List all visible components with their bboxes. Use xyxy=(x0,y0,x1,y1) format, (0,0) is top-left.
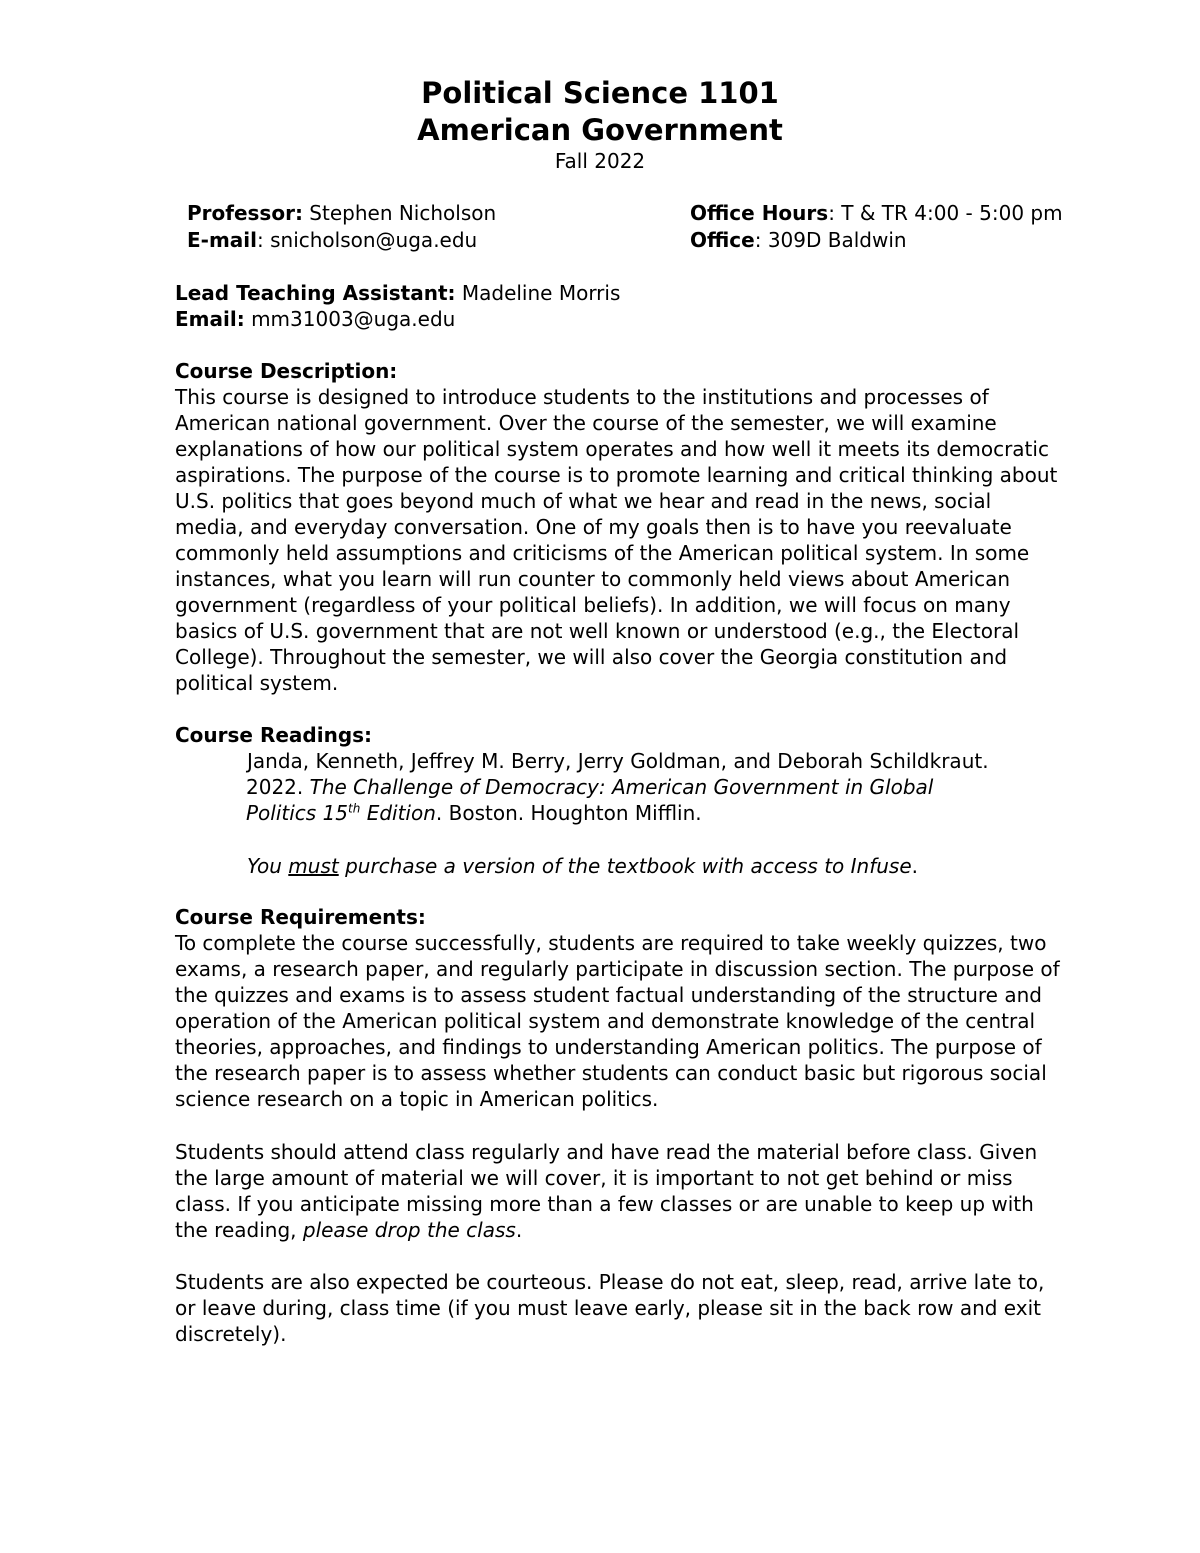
course-requirements-heading: Course Requirements: xyxy=(175,905,426,929)
citation-line xyxy=(246,774,1046,800)
course-title: Political Science 1101 xyxy=(421,76,779,110)
office-value: : 309D Baldwin xyxy=(754,228,907,252)
paragraph-line: Students are also expected be courteous. Please do not eat, sleep, read, arrive late to, xyxy=(175,1270,1045,1294)
citation-line: Janda, Kenneth, Jeffrey M. Berry, Jerry Goldman, and Deborah Schildkraut. xyxy=(247,749,989,773)
paragraph-line: Students should attend class regularly and have read the material before class. Given xyxy=(175,1140,1038,1164)
course-readings-heading: Course Readings: xyxy=(175,723,373,747)
paragraph-line: the quizzes and exams is to assess student factual understanding of the structure and xyxy=(175,983,1042,1007)
paragraph-line: exams, a research paper, and regularly participate in discussion section. The purpose of xyxy=(175,957,1060,981)
paragraph-line: political system. xyxy=(175,671,339,695)
drop-class-emphasis: please drop the class xyxy=(302,1218,516,1242)
ta-email-label: Email: xyxy=(175,307,245,331)
paragraph-line: aspirations. The purpose of the course is to promote learning and critical thinking about xyxy=(175,463,1058,487)
attendance-paragraph xyxy=(175,1139,1045,1243)
professor-name: Stephen Nicholson xyxy=(302,201,497,225)
paragraph-line: government (regardless of your political beliefs). In addition, we will focus on many xyxy=(175,593,1011,617)
ta-label: Lead Teaching Assistant: xyxy=(175,281,456,305)
textbook-citation xyxy=(246,748,1046,826)
email-label: E-mail xyxy=(187,228,258,252)
paragraph-line: the research paper is to assess whether students can conduct basic but rigorous social xyxy=(175,1061,1047,1085)
email-line xyxy=(187,227,477,253)
ta-email-value: mm31003@uga.edu xyxy=(244,307,456,331)
paragraph-line: U.S. politics that goes beyond much of what we hear and read in the news, social xyxy=(175,489,992,513)
email-value: : snicholson@uga.edu xyxy=(257,228,478,252)
paragraph-line: science research on a topic in American politics. xyxy=(175,1087,659,1111)
citation-year: 2022. xyxy=(246,775,310,799)
citation-line xyxy=(246,800,1046,826)
citation-title-cont: Politics 15 xyxy=(246,801,349,825)
paragraph-line: explanations of how our political system operates and how well it meets its democratic xyxy=(175,437,1049,461)
textbook-note xyxy=(247,853,918,879)
paragraph-line: media, and everyday conversation. One of my goals then is to have you reevaluate xyxy=(175,515,1012,539)
citation-superscript: th xyxy=(348,801,361,816)
course-description-heading: Course Description: xyxy=(175,359,398,383)
citation-edition: Edition xyxy=(360,801,436,825)
citation-publisher: . Boston. Houghton Mifflin. xyxy=(435,801,702,825)
paragraph-line: the large amount of material we will cover, it is important to not get behind or miss xyxy=(175,1166,1013,1190)
office-label: Office xyxy=(690,228,755,252)
ta-name: Madeline Morris xyxy=(455,281,621,305)
paragraph-text: the reading, xyxy=(175,1218,303,1242)
paragraph-line: commonly held assumptions and criticisms of the American political system. In some xyxy=(175,541,1030,565)
paragraph-line: College). Throughout the semester, we will also cover the Georgia constitution and xyxy=(175,645,1008,669)
professor-label: Professor: xyxy=(187,201,303,225)
paragraph-line: American national government. Over the course of the semester, we will examine xyxy=(175,411,997,435)
paragraph-line: instances, what you learn will run counter to commonly held views about American xyxy=(175,567,1011,591)
office-hours-label: Office Hours xyxy=(690,201,829,225)
note-text: You xyxy=(247,854,289,878)
paragraph-line: theories, approaches, and findings to understanding American politics. The purpose of xyxy=(175,1035,1042,1059)
paragraph-line: discretely). xyxy=(175,1322,287,1346)
note-emphasis: must xyxy=(288,854,339,878)
citation-title: The Challenge of Democracy: American Government in Global xyxy=(309,775,934,799)
professor-line xyxy=(187,200,496,226)
note-period: . xyxy=(911,854,918,878)
paragraph-line: This course is designed to introduce students to the institutions and processes of xyxy=(175,385,989,409)
office-hours-value: : T & TR 4:00 - 5:00 pm xyxy=(828,201,1063,225)
paragraph-line: To complete the course successfully, students are required to take weekly quizzes, two xyxy=(175,931,1047,955)
paragraph-period: . xyxy=(515,1218,523,1242)
paragraph-line: or leave during, class time (if you must leave early, please sit in the back row and exit xyxy=(175,1296,1041,1320)
office-line xyxy=(690,227,907,253)
course-requirements-section xyxy=(175,904,1060,1112)
office-hours-line xyxy=(690,200,1063,226)
courtesy-paragraph xyxy=(175,1269,1045,1347)
term-label: Fall 2022 xyxy=(554,149,646,173)
course-description-section xyxy=(175,358,1058,696)
paragraph-line: class. If you anticipate missing more than a few classes or are unable to keep up with xyxy=(175,1192,1034,1216)
course-subtitle: American Government xyxy=(417,113,783,147)
paragraph-line: operation of the American political system and demonstrate knowledge of the central xyxy=(175,1009,1036,1033)
ta-email-line xyxy=(175,306,455,332)
paragraph-line xyxy=(175,1217,1045,1243)
note-text: purchase a version of the textbook with access to Infuse xyxy=(338,854,912,878)
ta-line xyxy=(175,280,620,306)
paragraph-line: basics of U.S. government that are not well known or understood (e.g., the Electoral xyxy=(175,619,1020,643)
